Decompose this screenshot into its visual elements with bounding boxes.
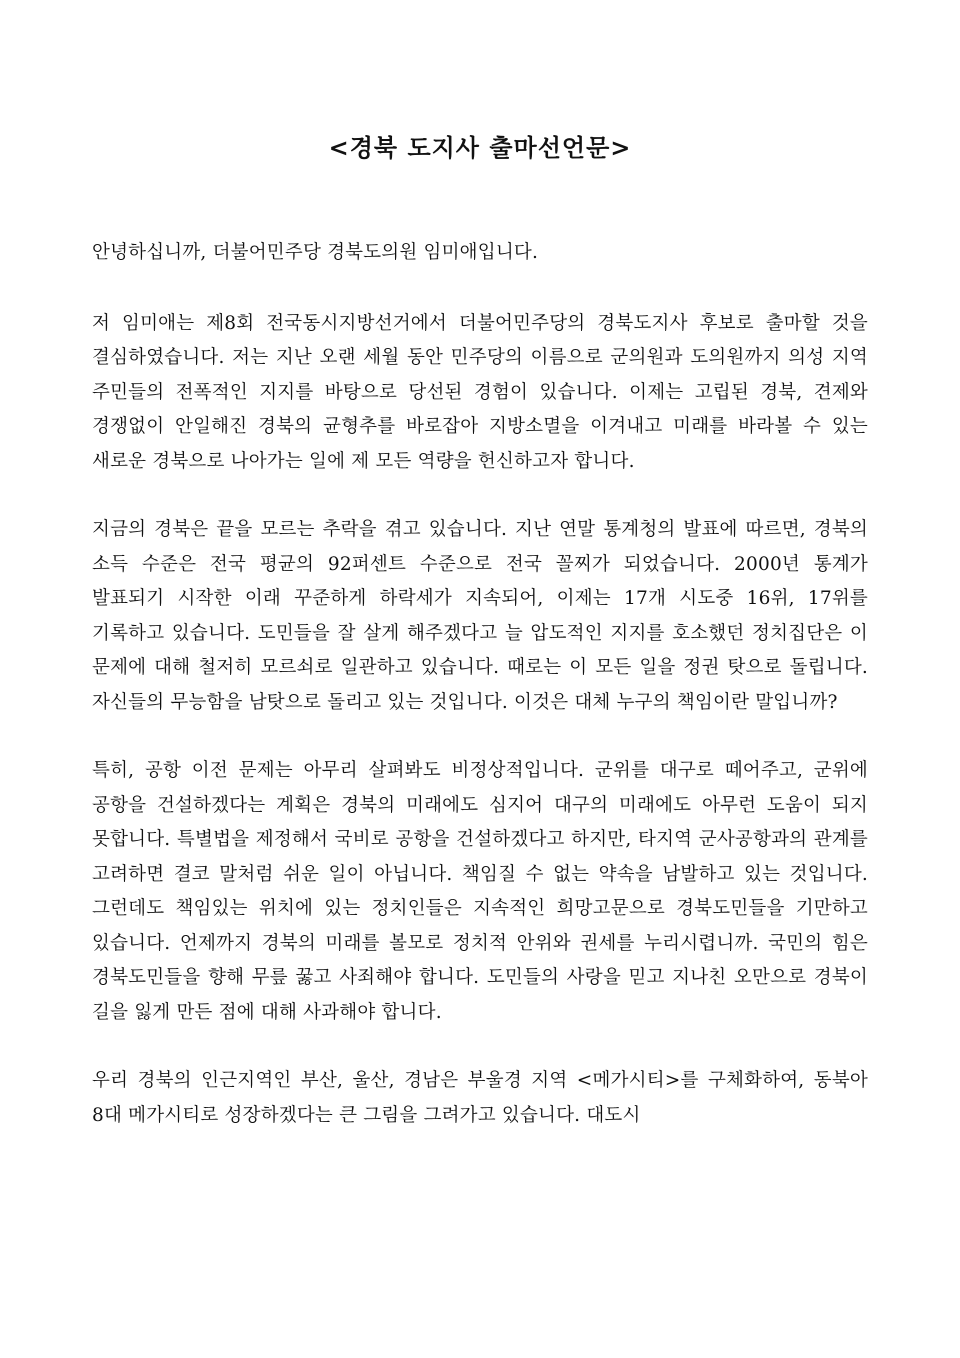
document-title: <경북 도지사 출마선언문> <box>328 133 632 162</box>
paragraph-megacity: 우리 경북의 인근지역인 부산, 울산, 경남은 부울경 지역 <메가시티>를 구체화하여, 동북아 8대 메가시티로 성장하겠다는 큰 그림을 그려가고 있습니다. 대도시 <box>92 1070 868 1126</box>
paragraph-candidacy: 저 임미애는 제8회 전국동시지방선거에서 더불어민주당의 경북도지사 후보로 출마할 것을 결심하였습니다. 저는 지난 오랜 세월 동안 민주당의 이름으로 군의원과 도의원까지 의성 지역 주민들의 전폭적인 지지를 바탕으로 당선된 경험이 있습니다. 이제는 고립된 경북, 견제와 경쟁없이 안일해진 경북의 균형추를 바로잡아 지방소멸을 이겨내고 미래를 바라볼 수 있는 새로운 경북으로 나아가는 일에 제 모든 역량을 헌신하고자 합니다. <box>92 312 868 472</box>
paragraph-greeting: 안녕하십니까, 더불어민주당 경북도의원 임미애입니다. <box>92 242 539 263</box>
document-body <box>92 236 868 1167</box>
paragraph-airport: 특히, 공항 이전 문제는 아무리 살펴봐도 비정상적입니다. 군위를 대구로 떼어주고, 군위에 공항을 건설하겠다는 계획은 경북의 미래에도 심지어 대구의 미래에도 아무런 도움이 되지 못합니다. 특별법을 제정해서 국비로 공항을 건설하겠다고 하지만, 타지역 군사공항과의 관계를 고려하면 결코 말처럼 쉬운 일이 아닙니다. 책임질 수 없는 약속을 남발하고 있는 것입니다. 그런데도 책임있는 위치에 있는 정치인들은 지속적인 희망고문으로 경북도민들을 기만하고 있습니다. 언제까지 경북의 미래를 볼모로 정치적 안위와 권세를 누리시렵니까. 국민의 힘은 경북도민들을 향해 무릎 꿇고 사죄해야 합니다. 도민들의 사랑을 믿고 지나친 오만으로 경북이 길을 잃게 만든 점에 대해 사과해야 합니다. <box>92 760 868 1023</box>
paragraph-economy: 지금의 경북은 끝을 모르는 추락을 겪고 있습니다. 지난 연말 통계청의 발표에 따르면, 경북의 소득 수준은 전국 평균의 92퍼센트 수준으로 전국 꼴찌가 되었습니다. 2000년 통계가 발표되기 시작한 이래 꾸준하게 하락세가 지속되어, 이제는 17개 시도중 16위, 17위를 기록하고 있습니다. 도민들을 잘 살게 해주겠다고 늘 압도적인 지지를 호소했던 정치집단은 이 문제에 대해 철저히 모르쇠로 일관하고 있습니다. 때로는 이 모든 일을 정권 탓으로 돌립니다. 자신들의 무능함을 남탓으로 돌리고 있는 것입니다. 이것은 대체 누구의 책임이란 말입니까? <box>92 519 868 713</box>
